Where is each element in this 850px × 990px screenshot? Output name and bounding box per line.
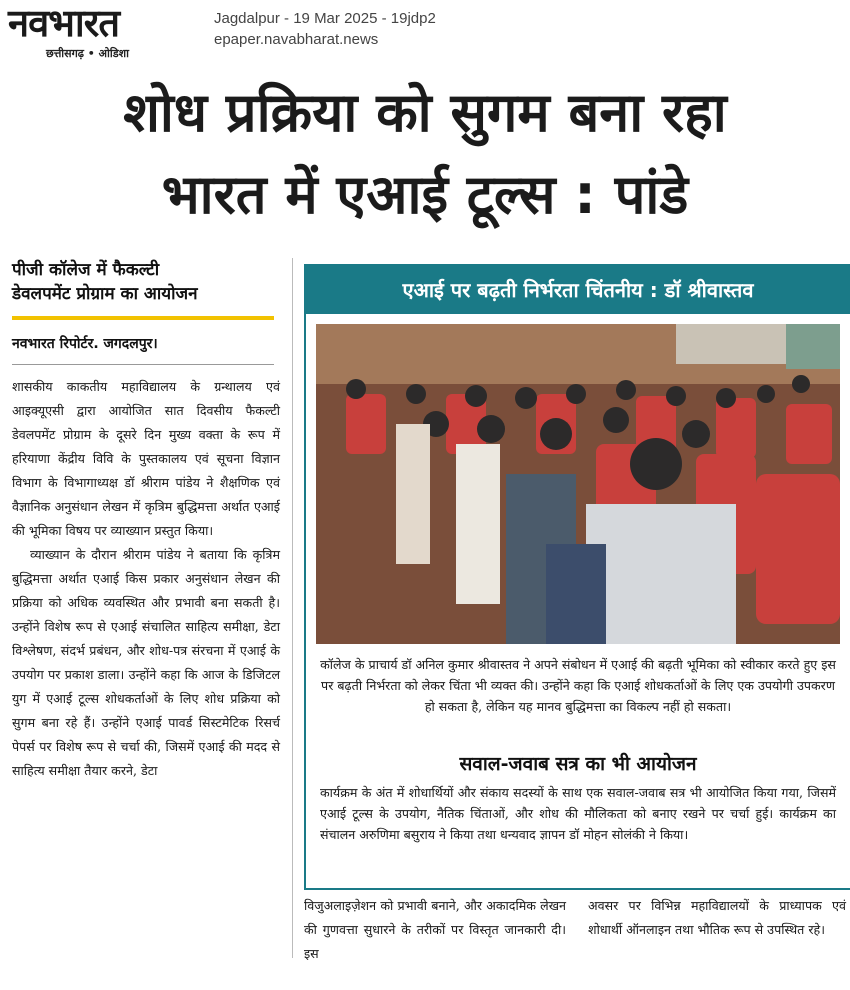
- masthead: [0, 0, 850, 60]
- byline-divider: [12, 364, 274, 365]
- box-header: एआई पर बढ़ती निर्भरता चिंतनीय : डॉ श्रीवास्तव: [306, 266, 850, 314]
- logo-text: नवभारत: [8, 1, 119, 45]
- headline-line-1: शोध प्रक्रिया को सुगम बना रहा: [123, 81, 727, 144]
- box-paragraph-1: कॉलेज के प्राचार्य डॉ अनिल कुमार श्रीवास्तव ने अपने संबोधन में एआई की बढ़ती भूमिका को स्वीकार करते हुए इस पर बढ़ती निर्भरता को लेकर चिंता भी व्यक्त की। उन्होंने कहा कि एआई शोधकर्ताओं के लिए एक उपयोगी उपकरण हो सकता है, लेकिन यह मानव बुद्धिमत्ता का विकल्प नहीं हो सकता।: [320, 657, 836, 714]
- left-article-column: [12, 258, 280, 783]
- logo-region: छत्तीसगढ़ • ओडिशा: [46, 47, 129, 60]
- newspaper-logo: [2, 2, 198, 60]
- article-paragraph-2: व्याख्यान के दौरान श्रीराम पांडेय ने बताया कि कृत्रिम बुद्धिमत्ता अर्थात एआई किस प्रकार अनुसंधान लेखन की प्रक्रिया को अधिक व्यवस्थित और प्रभावी बना सकती है। उन्होंने विशेष रूप से एआई संचालित साहित्य समीक्षा, डेटा विश्लेषण, संदर्भ प्रबंधन, और शोध-पत्र संरचना में एआई के उपयोग पर प्रकाश डाला। उन्होंने कहा कि आज के डिजिटल युग में एआई टूल्स शोधकर्ताओं के लिए शोध प्रक्रिया को सुगम बना रहे हैं। उन्होंने एआई पावर्ड सिस्टमेटिक रिसर्च पेपर्स पर विशेष रूप से चर्चा की, जिसमें एआई की मदद से साहित्य समीक्षा तैयार करने, डेटा: [12, 547, 280, 778]
- edition-line: Jagdalpur - 19 Mar 2025 - 19jdp2: [214, 10, 436, 27]
- article-paragraph-1: शासकीय काकतीय महाविद्यालय के ग्रन्थालय एवं आइक्यूएसी द्वारा आयोजित सात दिवसीय फैकल्टी डेवलपमेंट प्रोग्राम के दूसरे दिन मुख्य वक्ता के रूप में हरियाणा केंद्रीय विवि के पुस्तकालय एवं सूचना विज्ञान विभाग के विभागाध्यक्ष डॉ श्रीराम पांडेय ने शैक्षणिक एवं वैज्ञानिक अनुसंधान लेखन में कृत्रिम बुद्धिमत्ता अर्थात एआई की भूमिका विषय पर व्याख्यान प्रस्तुत किया।: [12, 379, 280, 538]
- box-subheading: सवाल-जवाब सत्र का भी आयोजन: [459, 753, 697, 775]
- column-divider: [292, 258, 293, 958]
- audience-photo-illustration: [316, 324, 840, 644]
- subheading-line-1: पीजी कॉलेज में फैकल्टी: [12, 260, 160, 280]
- edition-meta: [214, 8, 436, 50]
- article-body: [12, 375, 280, 783]
- bottom-column-1: विजुअलाइज़ेशन को प्रभावी बनाने, और अकादमिक लेखन की गुणवत्ता सुधारने के तरीकों पर विस्तृत जानकारी दी। इस: [304, 898, 566, 961]
- box-paragraph-2: कार्यक्रम के अंत में शोधार्थियों और संकाय सदस्यों के साथ एक सवाल-जवाब सत्र भी आयोजित किया गया, जिसमें एआई टूल्स के उपयोग, नैतिक चिंताओं, और शोध की मौलिकता को बनाए रखने पर चर्चा हुई। कार्यक्रम का संचालन अरुणिमा बसुराय ने किया तथा धन्यवाद ज्ञापन डॉ मोहन सोलंकी ने किया।: [320, 785, 836, 842]
- sidebar-box: [304, 264, 850, 890]
- epaper-site[interactable]: epaper.navabharat.news: [214, 31, 379, 48]
- event-photo: [316, 324, 840, 644]
- main-headline: [0, 72, 850, 236]
- bottom-column-2: अवसर पर विभिन्न महाविद्यालयों के प्राध्यापक एवं शोधार्थी ऑनलाइन तथा भौतिक रूप से उपस्थित रहे।: [588, 898, 846, 937]
- yellow-divider: [12, 316, 274, 320]
- headline-line-2: भारत में एआई टूल्स : पांडे: [161, 163, 689, 226]
- byline: नवभारत रिपोर्टर. जगदलपुर।: [12, 336, 158, 352]
- subheading-line-2: डेवलपमेंट प्रोग्राम का आयोजन: [12, 284, 198, 304]
